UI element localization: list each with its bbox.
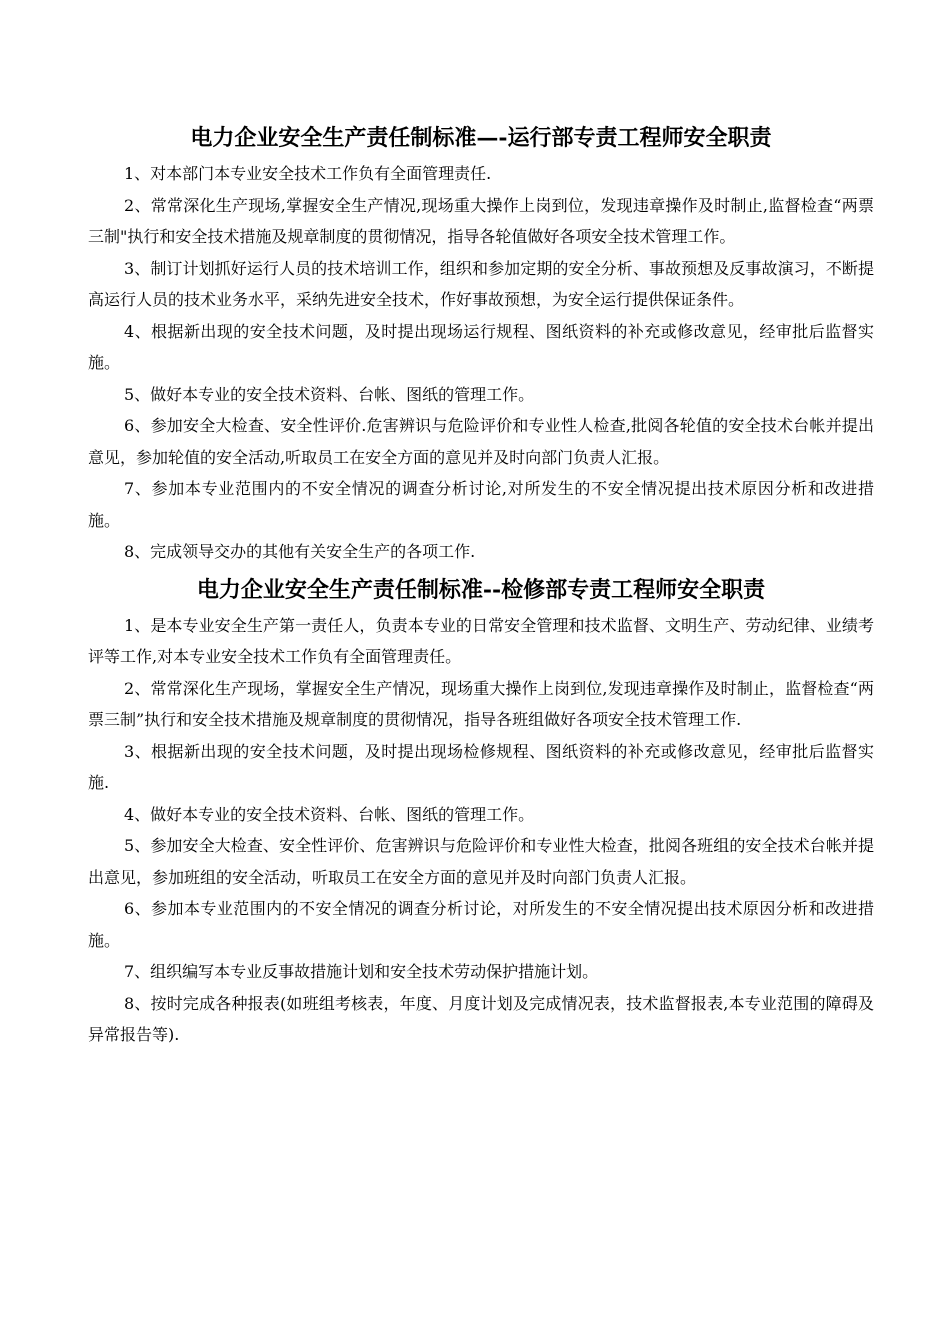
- paragraph: 2、常常深化生产现场,掌握安全生产情况,现场重大操作上岗到位，发现违章操作及时制止,监督检查“两票三制"执行和安全技术措施及规章制度的贯彻情况，指导各轮值做好各项安全技术管理工作。: [88, 195, 874, 246]
- paragraph: 8、按时完成各种报表(如班组考核表，年度、月度计划及完成情况表，技术监督报表,本专业范围的障碍及异常报告等).: [88, 993, 874, 1044]
- paragraph: 3、制订计划抓好运行人员的技术培训工作，组织和参加定期的安全分析、事故预想及反事故演习，不断提高运行人员的技术业务水平，采纳先进安全技术，作好事故预想，为安全运行提供保证条件。: [88, 258, 874, 309]
- paragraph: 1、对本部门本专业安全技术工作负有全面管理责任.: [124, 164, 492, 183]
- paragraph: 2、常常深化生产现场，掌握安全生产情况，现场重大操作上岗到位,发现违章操作及时制止，监督检查“两票三制”执行和安全技术措施及规章制度的贯彻情况，指导各班组做好各项安全技术管理工作.: [88, 678, 874, 729]
- paragraph: 7、参加本专业范围内的不安全情况的调查分析讨论,对所发生的不安全情况提出技术原因分析和改进措施。: [88, 479, 874, 530]
- paragraph: 4、做好本专业的安全技术资料、台帐、图纸的管理工作。: [124, 804, 535, 824]
- paragraph: 4、根据新出现的安全技术问题，及时提出现场运行规程、图纸资料的补充或修改意见，经审批后监督实施。: [88, 321, 874, 372]
- paragraph: 6、参加本专业范围内的不安全情况的调查分析讨论，对所发生的不安全情况提出技术原因分析和改进措施。: [88, 899, 874, 950]
- paragraph: 7、组织编写本专业反事故措施计划和安全技术劳动保护措施计划。: [124, 962, 599, 981]
- section-operations: [88, 118, 874, 568]
- document-page: [88, 118, 874, 1051]
- paragraph: 5、参加安全大检查、安全性评价、危害辨识与危险评价和专业性大检查，批阅各班组的安全技术台帐并提出意见，参加班组的安全活动，听取员工在安全方面的意见并及时向部门负责人汇报。: [88, 836, 874, 887]
- paragraph: 6、参加安全大检查、安全性评价.危害辨识与危险评价和专业性人检查,批阅各轮值的安全技术台帐并提出意见，参加轮值的安全活动,听取员工在安全方面的意见并及时向部门负责人汇报。: [88, 416, 874, 467]
- paragraph: 8、完成领导交办的其他有关安全生产的各项工作.: [124, 542, 476, 561]
- paragraph: 3、根据新出现的安全技术问题，及时提出现场检修规程、图纸资料的补充或修改意见，经审批后监督实施.: [88, 741, 874, 792]
- section-title: 电力企业安全生产责任制标准--检修部专责工程师安全职责: [196, 576, 766, 603]
- section-maintenance: [88, 570, 874, 1051]
- section-title: 电力企业安全生产责任制标准—-运行部专责工程师安全职责: [190, 125, 772, 151]
- paragraph: 5、做好本专业的安全技术资料、台帐、图纸的管理工作。: [124, 384, 535, 404]
- paragraph: 1、是本专业安全生产第一责任人，负责本专业的日常安全管理和技术监督、文明生产、劳动纪律、业绩考评等工作,对本专业安全技术工作负有全面管理责任。: [88, 615, 874, 666]
